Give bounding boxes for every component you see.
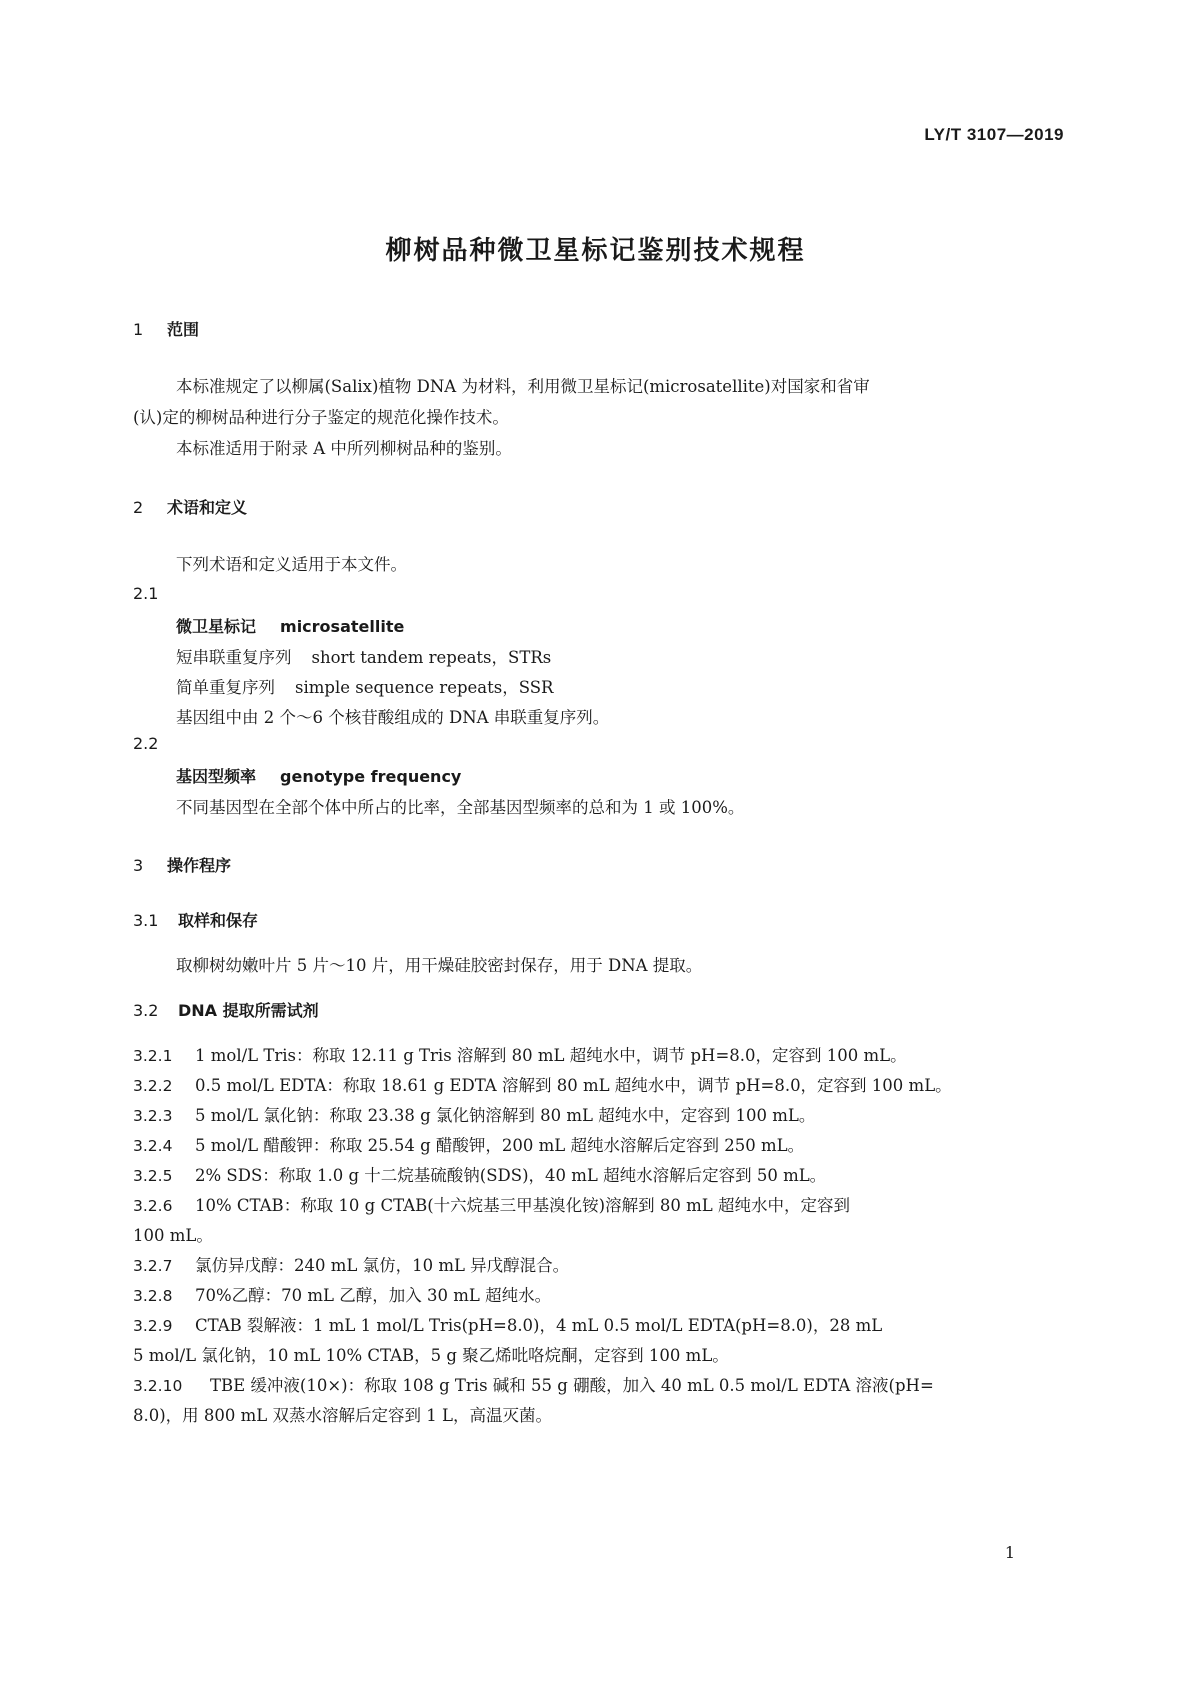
term-cn: 基因型频率 [176, 767, 257, 786]
term-2-1-definition: 基因组中由 2 个～6 个核苷酸组成的 DNA 串联重复序列。 [176, 708, 610, 727]
item-number: 3.2.6 [133, 1197, 173, 1215]
page-number: 1 [1004, 1543, 1015, 1562]
item-text: 5 mol/L 氯化钠：称取 23.38 g 氯化钠溶解到 80 mL 超纯水中，定容到 100 mL。 [195, 1106, 816, 1125]
scope-paragraph-line-1: 本标准规定了以柳属(Salix)植物 DNA 为材料，利用微卫星标记(microsatellite)对国家和省审 [176, 377, 870, 396]
term-2-1-alt-2 [176, 674, 553, 698]
item-text: 氯仿异戊醇：240 mL 氯仿，10 mL 异戊醇混合。 [195, 1256, 570, 1275]
item-number: 3.2.3 [133, 1107, 173, 1125]
reagent-item [133, 1042, 907, 1066]
term-2-1 [176, 614, 404, 637]
section-3-2-heading [133, 998, 319, 1021]
section-title: 术语和定义 [167, 498, 248, 517]
scope-paragraph-line-2: (认)定的柳树品种进行分子鉴定的规范化操作技术。 [133, 408, 509, 427]
section-number: 1 [133, 320, 144, 339]
reagent-item-continuation: 5 mol/L 氯化钠，10 mL 10% CTAB，5 g 聚乙烯吡咯烷酮，定容到 100 mL。 [133, 1346, 729, 1365]
section-number: 3.1 [133, 911, 159, 930]
item-text: CTAB 裂解液：1 mL 1 mol/L Tris(pH=8.0)，4 mL 0.5 mol/L EDTA(pH=8.0)，28 mL [195, 1316, 883, 1335]
item-text: 1 mol/L Tris：称取 12.11 g Tris 溶解到 80 mL 超纯水中，调节 pH=8.0，定容到 100 mL。 [195, 1046, 907, 1065]
section-title: 操作程序 [167, 856, 232, 875]
section-1-heading [133, 317, 199, 340]
term-2-2-number: 2.2 [133, 734, 159, 753]
item-number: 3.2.1 [133, 1047, 173, 1065]
reagent-item [133, 1072, 952, 1096]
item-text: TBE 缓冲液(10×)：称取 108 g Tris 碱和 55 g 硼酸，加入 40 mL 0.5 mol/L EDTA 溶液(pH= [210, 1376, 934, 1395]
item-text: 70%乙醇：70 mL 乙醇，加入 30 mL 超纯水。 [195, 1286, 552, 1305]
term-en: genotype frequency [280, 767, 462, 786]
section-2-heading [133, 495, 247, 518]
reagent-item [133, 1132, 804, 1156]
scope-applicability: 本标准适用于附录 A 中所列柳树品种的鉴别。 [176, 439, 512, 458]
item-text: 0.5 mol/L EDTA：称取 18.61 g EDTA 溶解到 80 mL 超纯水中，调节 pH=8.0，定容到 100 mL。 [195, 1076, 952, 1095]
alt-term-cn: 短串联重复序列 [176, 648, 292, 667]
item-number: 3.2.7 [133, 1257, 173, 1275]
term-2-2-definition: 不同基因型在全部个体中所占的比率，全部基因型频率的总和为 1 或 100%。 [176, 798, 745, 817]
section-title: 范围 [167, 320, 200, 339]
item-number: 3.2.4 [133, 1137, 173, 1155]
section-title: DNA 提取所需试剂 [178, 1001, 319, 1020]
section-3-heading [133, 853, 231, 876]
item-number: 3.2.8 [133, 1287, 173, 1305]
reagent-item-continuation: 8.0)，用 800 mL 双蒸水溶解后定容到 1 L，高温灭菌。 [133, 1406, 552, 1425]
alt-term-cn: 简单重复序列 [176, 678, 275, 697]
section-3-1-heading [133, 908, 258, 931]
section-number: 3.2 [133, 1001, 159, 1020]
reagent-item [133, 1192, 850, 1216]
item-text: 5 mol/L 醋酸钾：称取 25.54 g 醋酸钾，200 mL 超纯水溶解后定容到 250 mL。 [195, 1136, 805, 1155]
item-number: 3.2.5 [133, 1167, 173, 1185]
section-number: 2 [133, 498, 144, 517]
terms-intro: 下列术语和定义适用于本文件。 [176, 555, 407, 574]
standard-number: LY/T 3107—2019 [924, 125, 1064, 144]
reagent-item [133, 1162, 826, 1186]
reagent-item [133, 1282, 551, 1306]
section-title: 取样和保存 [178, 911, 259, 930]
item-text: 10% CTAB：称取 10 g CTAB(十六烷基三甲基溴化铵)溶解到 80 mL 超纯水中，定容到 [195, 1196, 850, 1215]
sampling-text: 取柳树幼嫩叶片 5 片～10 片，用干燥硅胶密封保存，用于 DNA 提取。 [176, 956, 703, 975]
term-2-2 [176, 764, 461, 787]
reagent-item [133, 1102, 815, 1126]
reagent-item [133, 1312, 882, 1336]
reagent-item [133, 1372, 934, 1396]
term-2-1-number: 2.1 [133, 584, 159, 603]
term-2-1-alt-1 [176, 644, 551, 668]
section-number: 3 [133, 856, 144, 875]
item-text: 2% SDS：称取 1.0 g 十二烷基硫酸钠(SDS)，40 mL 超纯水溶解后定容到 50 mL。 [195, 1166, 827, 1185]
alt-term-en: short tandem repeats，STRs [311, 648, 552, 667]
item-number: 3.2.10 [133, 1377, 183, 1395]
term-cn: 微卫星标记 [176, 617, 257, 636]
reagent-item [133, 1252, 569, 1276]
alt-term-en: simple sequence repeats，SSR [295, 678, 554, 697]
item-number: 3.2.9 [133, 1317, 173, 1335]
item-number: 3.2.2 [133, 1077, 173, 1095]
term-en: microsatellite [280, 617, 405, 636]
reagent-item-continuation: 100 mL。 [133, 1226, 213, 1245]
document-title: 柳树品种微卫星标记鉴别技术规程 [385, 236, 806, 266]
